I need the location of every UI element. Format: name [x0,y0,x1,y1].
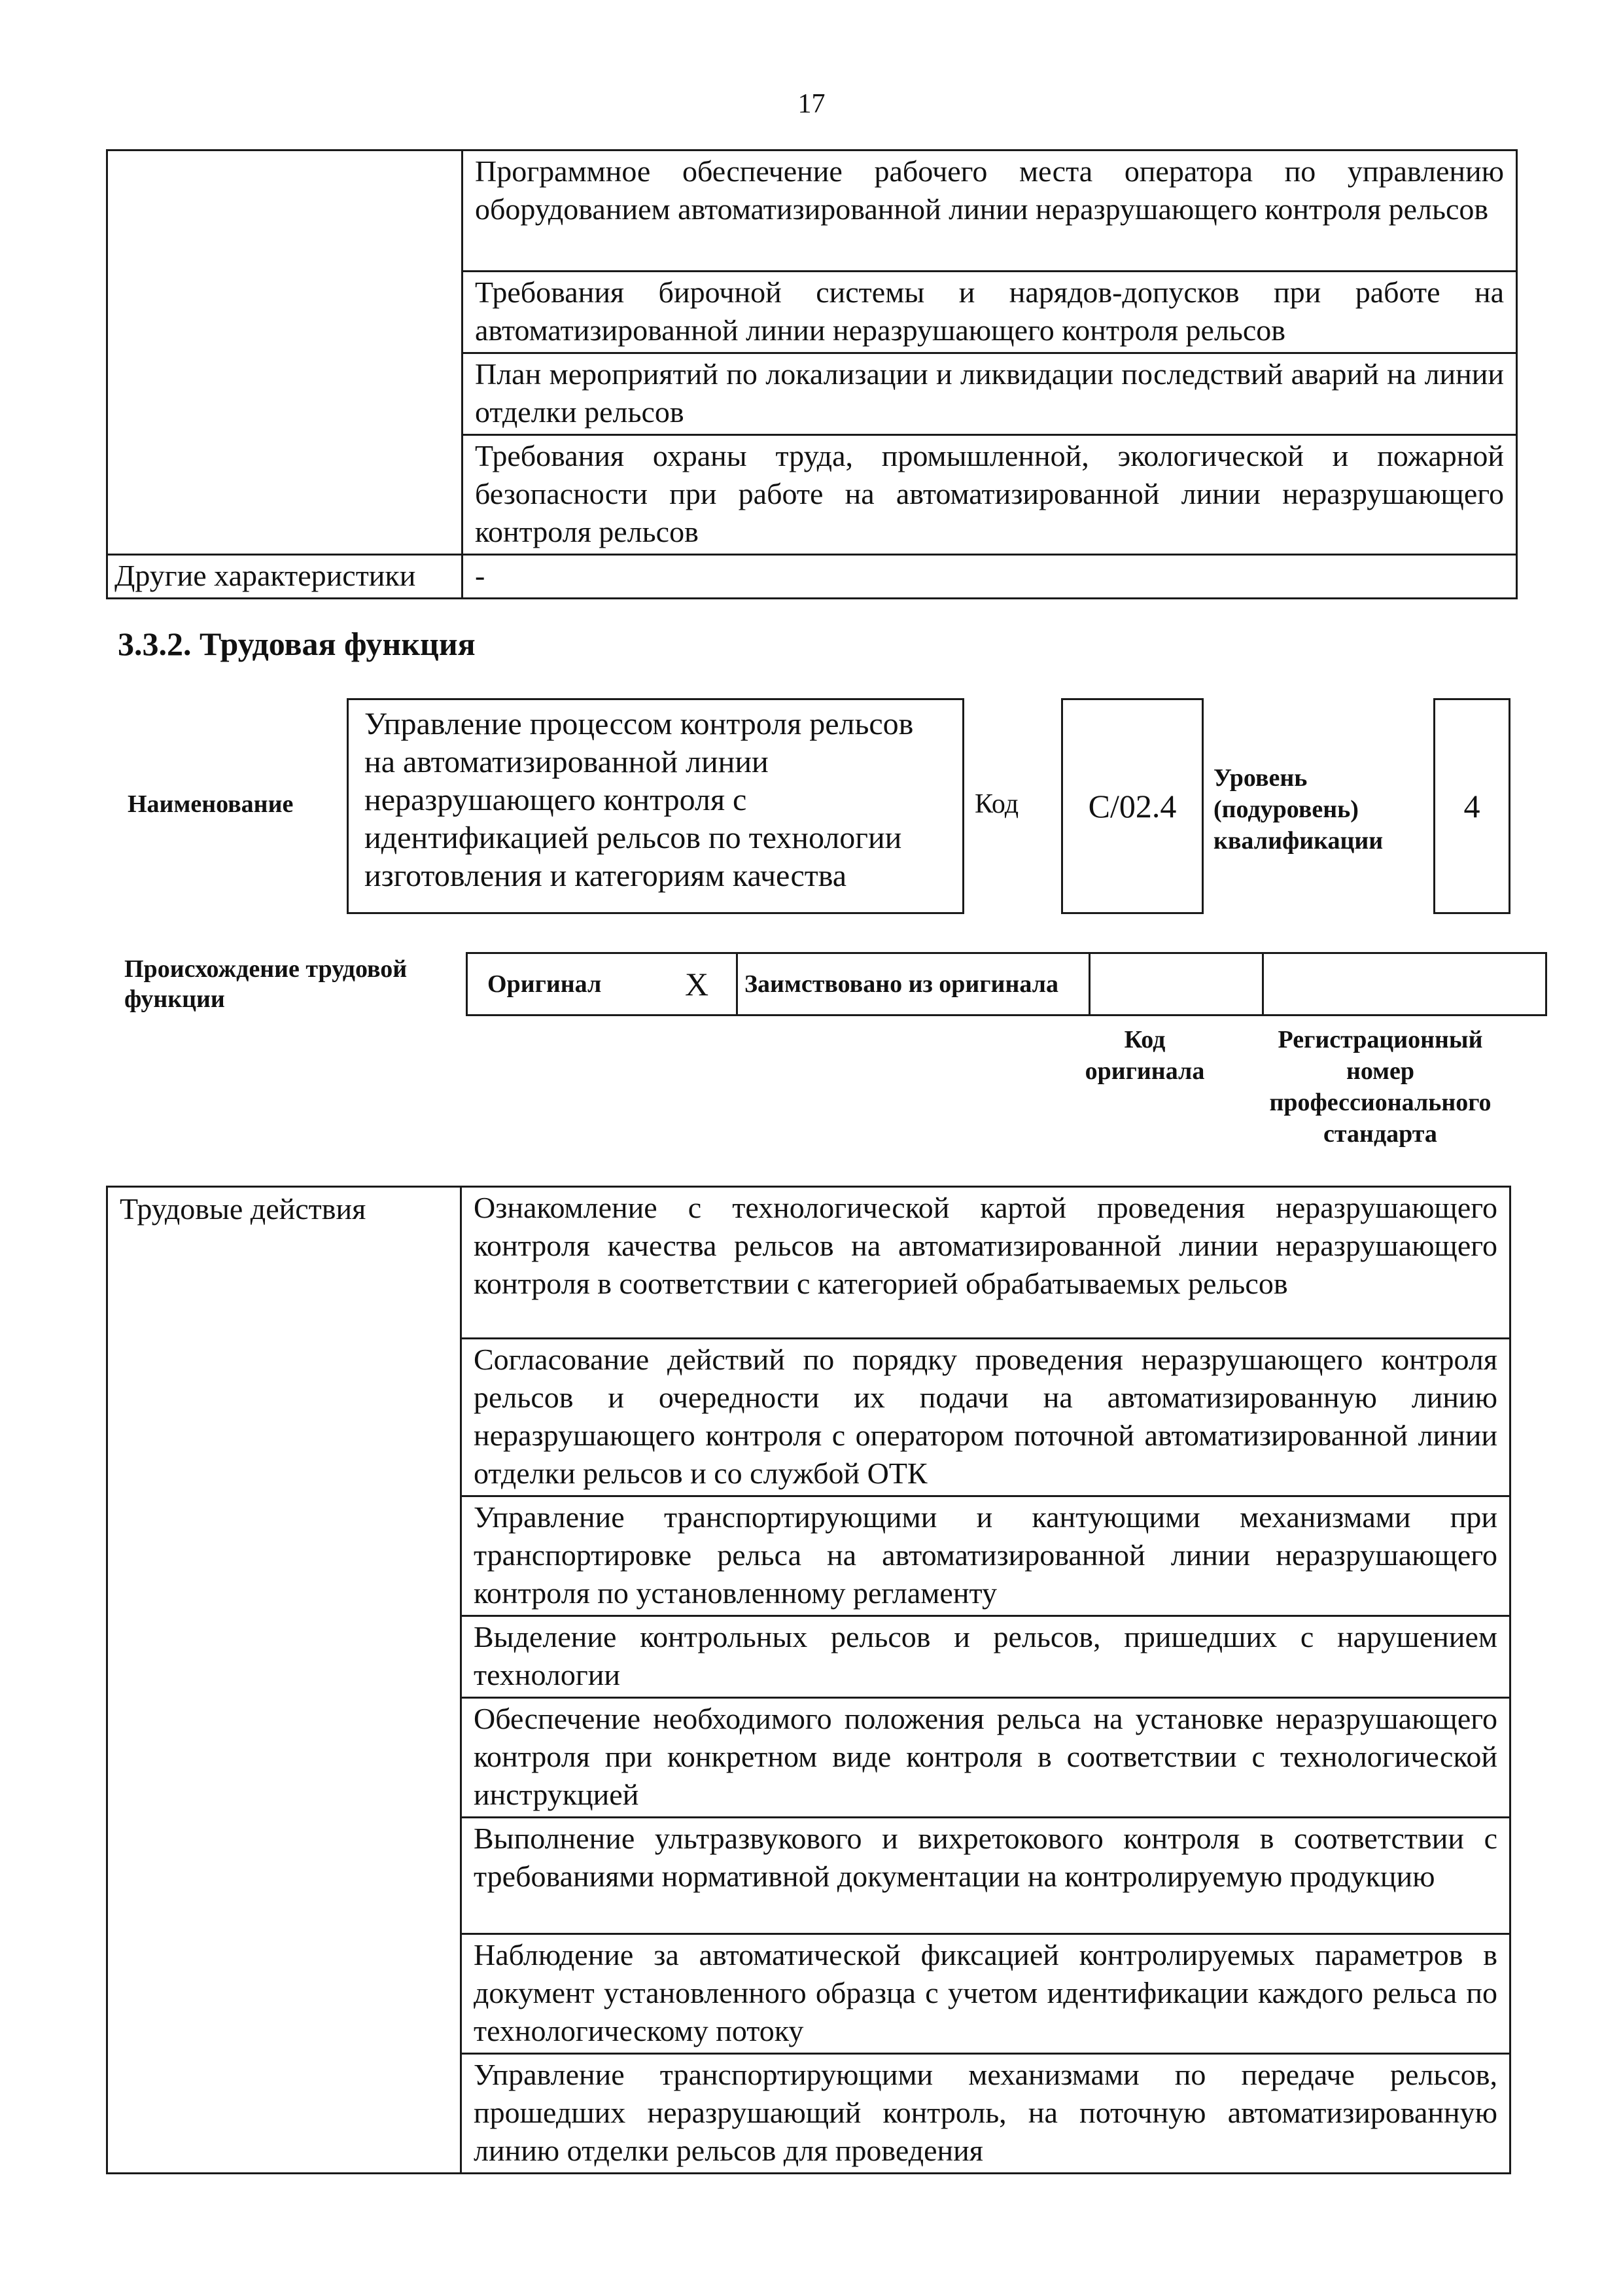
labor-action-row: Выделение контрольных рельсов и рельсов, пришедших с нарушением технологии [461,1616,1510,1698]
requirements-continuation-table [106,149,1518,599]
knowledge-row: План мероприятий по локализации и ликвидации последствий аварий на линии отделки рельсов [462,353,1517,435]
labor-action-row: Согласование действий по порядку проведения неразрушающего контроля рельсов и очередности их подачи на автоматизированную линию неразрушающего контроля с оператором поточной автоматизированной линии отделки рельсов и со службой ОТК [461,1339,1510,1496]
level-value: 4 [1463,788,1480,824]
code-caption: Код оригинала [1085,1026,1205,1085]
section-heading: 3.3.2. Трудовая функция [118,626,476,662]
labor-action-row: Обеспечение необходимого положения рельса на установке неразрушающего контроля при конкретном виде контроля в соответствии с технологической инструкцией [461,1698,1510,1818]
labor-action-row: Управление транспортирующими и кантующими механизмами при транспортировке рельса на автоматизированной линии неразрушающего контроля по установленному регламенту [461,1496,1510,1616]
knowledge-row: Требования бирочной системы и нарядов-допусков при работе на автоматизированной линии неразрушающего контроля рельсов [462,272,1517,353]
labor-actions-table [106,1186,1511,2174]
knowledge-row: Требования охраны труда, промышленной, экологической и пожарной безопасности при работе на автоматизированной линии неразрушающего контроля рельсов [462,435,1517,555]
other-characteristics-value: - [462,555,1517,599]
registration-number-cell [1263,953,1546,1016]
borrowed-label: Заимствовано из оригинала [737,953,1090,1016]
labor-action-row: Ознакомление с технологической картой проведения неразрушающего контроля качества рельсов на автоматизированной линии неразрушающего контроля в соответствии с категорией обрабатываемых рельсов [461,1187,1510,1339]
page-number: 17 [797,89,826,119]
labor-action-row: Управление транспортирующими механизмами по передаче рельсов, прошедших неразрушающий контроль, на поточную автоматизированную линию отделки рельсов для проведения [461,2054,1510,2174]
code-label: Код [975,789,1019,819]
registration-caption: Регистрационный номер профессионального стандарта [1269,1026,1492,1148]
other-characteristics-label: Другие характеристики [107,555,462,599]
code-value: C/02.4 [1088,788,1177,824]
origin-label: Происхождение трудовой функции [124,955,408,1013]
function-name-value: Управление процессом контроля рельсов на автоматизированной линии неразрушающего контроля с идентификацией рельсов по технологии изготовления и категориям качества [364,707,914,893]
level-label: Уровень (подуровень) квалификации [1213,764,1384,855]
original-code-cell [1090,953,1263,1016]
function-name-box [347,698,964,914]
labor-actions-label-cell: Трудовые действия [107,1187,461,2174]
original-label: Оригинал [467,953,658,1016]
origin-table [466,952,1547,1016]
original-mark: X [657,953,737,1016]
level-box [1433,698,1510,914]
knowledge-row: Программное обеспечение рабочего места оператора по управлению оборудованием автоматизированной линии неразрушающего контроля рельсов [462,150,1517,272]
labor-action-row: Выполнение ультразвукового и вихретокового контроля в соответствии с требованиями нормативной документации на контролируемую продукцию [461,1818,1510,1934]
left-empty-cell [107,150,462,555]
code-box [1061,698,1204,914]
labor-action-row: Наблюдение за автоматической фиксацией контролируемых параметров в документ установленного образца с учетом идентификации каждого рельса по технологическому потоку [461,1934,1510,2054]
name-label: Наименование [128,790,294,818]
